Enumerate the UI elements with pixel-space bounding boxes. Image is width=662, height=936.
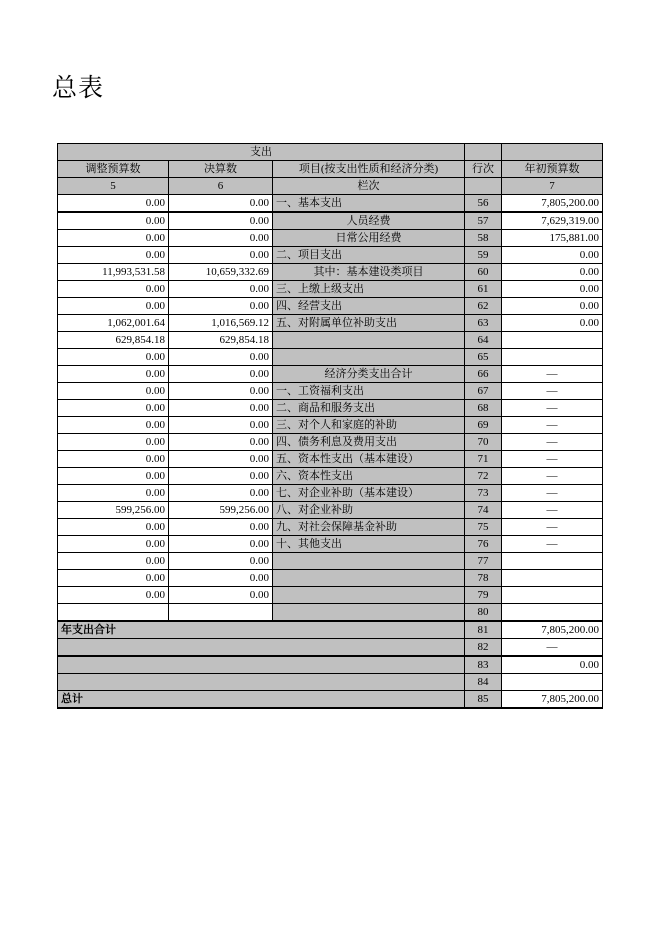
cell-adjusted-budget[interactable]: 0.00 [58, 468, 169, 485]
cell-line-number: 77 [465, 553, 502, 570]
cell-line-number: 74 [465, 502, 502, 519]
column-header-adjusted_budget: 调整预算数 [58, 161, 169, 178]
table-row [58, 417, 603, 434]
cell-item-name[interactable]: 其中：基本建设类项目 [273, 264, 465, 281]
column-number-line_no [465, 178, 502, 195]
cell-item-name[interactable] [273, 587, 465, 604]
cell-initial-budget[interactable] [502, 604, 603, 622]
cell-line-number: 59 [465, 247, 502, 264]
cell-final-account[interactable]: 0.00 [169, 400, 273, 417]
cell-adjusted-budget[interactable]: 0.00 [58, 195, 169, 213]
cell-adjusted-budget[interactable]: 0.00 [58, 434, 169, 451]
cell-summary-label [58, 656, 465, 674]
table-summary-row [58, 621, 603, 639]
table-row [58, 468, 603, 485]
cell-adjusted-budget[interactable]: 0.00 [58, 519, 169, 536]
table-row [58, 400, 603, 417]
column-header-line_no: 行次 [465, 161, 502, 178]
budget-expenditure-table [57, 143, 603, 709]
cell-adjusted-budget[interactable]: 0.00 [58, 587, 169, 604]
table-row [58, 502, 603, 519]
cell-summary-label: 年支出合计 [58, 621, 465, 639]
cell-line-number: 83 [465, 656, 502, 674]
cell-initial-budget[interactable]: 7,805,200.00 [502, 195, 603, 213]
table-row [58, 315, 603, 332]
cell-summary-label [58, 639, 465, 657]
cell-summary-label [58, 674, 465, 691]
cell-final-account[interactable]: 599,256.00 [169, 502, 273, 519]
cell-adjusted-budget[interactable]: 0.00 [58, 485, 169, 502]
column-number-item: 栏次 [273, 178, 465, 195]
cell-line-number: 69 [465, 417, 502, 434]
cell-initial-budget[interactable]: — [502, 417, 603, 434]
cell-adjusted-budget[interactable]: 1,062,001.64 [58, 315, 169, 332]
cell-initial-budget[interactable]: — [502, 468, 603, 485]
cell-initial-budget[interactable]: — [502, 502, 603, 519]
cell-item-name[interactable] [273, 332, 465, 349]
cell-item-name[interactable] [273, 604, 465, 622]
cell-adjusted-budget[interactable] [58, 604, 169, 622]
column-header-item: 项目(按支出性质和经济分类) [273, 161, 465, 178]
cell-line-number: 82 [465, 639, 502, 657]
cell-initial-budget[interactable]: — [502, 434, 603, 451]
cell-initial-budget[interactable] [502, 674, 603, 691]
cell-initial-budget[interactable]: — [502, 519, 603, 536]
cell-adjusted-budget[interactable]: 0.00 [58, 366, 169, 383]
column-header-initial_budget: 年初预算数 [502, 161, 603, 178]
cell-line-number: 72 [465, 468, 502, 485]
cell-item-name[interactable]: 四、经营支出 [273, 298, 465, 315]
table-row [58, 247, 603, 264]
cell-final-account[interactable]: 0.00 [169, 212, 273, 230]
cell-final-account[interactable]: 0.00 [169, 417, 273, 434]
cell-final-account[interactable]: 0.00 [169, 247, 273, 264]
cell-line-number: 71 [465, 451, 502, 468]
table-row [58, 383, 603, 400]
table-row [58, 281, 603, 298]
cell-final-account[interactable]: 1,016,569.12 [169, 315, 273, 332]
cell-item-name[interactable]: 二、商品和服务支出 [273, 400, 465, 417]
cell-line-number: 73 [465, 485, 502, 502]
cell-initial-budget[interactable]: — [502, 400, 603, 417]
cell-line-number: 58 [465, 230, 502, 247]
cell-final-account[interactable]: 0.00 [169, 485, 273, 502]
cell-final-account[interactable]: 0.00 [169, 570, 273, 587]
header-group-spacer-line [465, 144, 502, 161]
cell-adjusted-budget[interactable]: 599,256.00 [58, 502, 169, 519]
cell-adjusted-budget[interactable]: 0.00 [58, 417, 169, 434]
table-row [58, 570, 603, 587]
cell-adjusted-budget[interactable]: 11,993,531.58 [58, 264, 169, 281]
cell-final-account[interactable]: 10,659,332.69 [169, 264, 273, 281]
table-header-colno-row [58, 178, 603, 195]
table-row [58, 434, 603, 451]
cell-item-name[interactable]: 日常公用经费 [273, 230, 465, 247]
cell-line-number: 67 [465, 383, 502, 400]
table-summary-row [58, 656, 603, 674]
cell-line-number: 63 [465, 315, 502, 332]
header-group-expenditure: 支出 [58, 144, 465, 161]
spreadsheet-container [57, 143, 602, 709]
table-row [58, 230, 603, 247]
table-row [58, 587, 603, 604]
cell-item-name[interactable]: 八、对企业补助 [273, 502, 465, 519]
cell-item-name[interactable]: 一、工资福利支出 [273, 383, 465, 400]
cell-line-number: 57 [465, 212, 502, 230]
table-summary-row [58, 691, 603, 709]
header-group-spacer-begin [502, 144, 603, 161]
cell-initial-budget[interactable]: — [502, 536, 603, 553]
cell-initial-budget[interactable]: 0.00 [502, 281, 603, 298]
cell-item-name[interactable]: 十、其他支出 [273, 536, 465, 553]
cell-line-number: 85 [465, 691, 502, 709]
cell-final-account[interactable]: 0.00 [169, 298, 273, 315]
cell-adjusted-budget[interactable]: 0.00 [58, 212, 169, 230]
cell-final-account[interactable]: 0.00 [169, 230, 273, 247]
table-row [58, 519, 603, 536]
cell-adjusted-budget[interactable]: 0.00 [58, 451, 169, 468]
cell-adjusted-budget[interactable]: 0.00 [58, 247, 169, 264]
cell-final-account[interactable]: 0.00 [169, 195, 273, 213]
cell-initial-budget[interactable]: — [502, 485, 603, 502]
cell-item-name[interactable]: 三、对个人和家庭的补助 [273, 417, 465, 434]
cell-item-name[interactable]: 一、基本支出 [273, 195, 465, 213]
column-header-final_account: 决算数 [169, 161, 273, 178]
table-header-label-row [58, 161, 603, 178]
cell-line-number: 81 [465, 621, 502, 639]
cell-adjusted-budget[interactable]: 0.00 [58, 298, 169, 315]
cell-final-account[interactable]: 0.00 [169, 519, 273, 536]
cell-item-name[interactable]: 五、资本性支出（基本建设） [273, 451, 465, 468]
cell-final-account[interactable]: 0.00 [169, 383, 273, 400]
cell-line-number: 64 [465, 332, 502, 349]
cell-initial-budget[interactable]: 175,881.00 [502, 230, 603, 247]
cell-initial-budget[interactable] [502, 349, 603, 366]
table-row [58, 485, 603, 502]
cell-final-account[interactable]: 0.00 [169, 536, 273, 553]
column-number-adjusted_budget: 5 [58, 178, 169, 195]
cell-line-number: 68 [465, 400, 502, 417]
table-row [58, 604, 603, 622]
cell-line-number: 76 [465, 536, 502, 553]
cell-line-number: 80 [465, 604, 502, 622]
cell-item-name[interactable]: 二、项目支出 [273, 247, 465, 264]
cell-item-name[interactable]: 人员经费 [273, 212, 465, 230]
cell-line-number: 66 [465, 366, 502, 383]
cell-item-name[interactable] [273, 553, 465, 570]
cell-line-number: 84 [465, 674, 502, 691]
table-row [58, 264, 603, 281]
cell-final-account[interactable]: 0.00 [169, 451, 273, 468]
cell-line-number: 75 [465, 519, 502, 536]
cell-final-account[interactable]: 0.00 [169, 349, 273, 366]
cell-final-account[interactable]: 0.00 [169, 553, 273, 570]
cell-adjusted-budget[interactable]: 0.00 [58, 400, 169, 417]
cell-initial-budget[interactable]: 7,629,319.00 [502, 212, 603, 230]
cell-item-name[interactable]: 六、资本性支出 [273, 468, 465, 485]
cell-adjusted-budget[interactable]: 629,854.18 [58, 332, 169, 349]
cell-initial-budget[interactable] [502, 332, 603, 349]
cell-item-name[interactable]: 七、对企业补助（基本建设） [273, 485, 465, 502]
cell-initial-budget[interactable]: — [502, 366, 603, 383]
cell-initial-budget[interactable]: 0.00 [502, 247, 603, 264]
cell-item-name[interactable]: 三、上缴上级支出 [273, 281, 465, 298]
page-title: 总表 [52, 75, 105, 102]
cell-final-account[interactable]: 0.00 [169, 468, 273, 485]
cell-adjusted-budget[interactable]: 0.00 [58, 281, 169, 298]
cell-initial-budget[interactable]: 7,805,200.00 [502, 621, 603, 639]
table-row [58, 451, 603, 468]
table-summary-row [58, 674, 603, 691]
cell-initial-budget[interactable]: — [502, 383, 603, 400]
cell-item-name[interactable]: 经济分类支出合计 [273, 366, 465, 383]
table-row [58, 553, 603, 570]
cell-final-account[interactable]: 0.00 [169, 281, 273, 298]
table-row [58, 298, 603, 315]
column-number-final_account: 6 [169, 178, 273, 195]
cell-final-account[interactable]: 0.00 [169, 587, 273, 604]
table-summary-row [58, 639, 603, 657]
table-row [58, 349, 603, 366]
cell-adjusted-budget[interactable]: 0.00 [58, 349, 169, 366]
cell-adjusted-budget[interactable]: 0.00 [58, 553, 169, 570]
cell-adjusted-budget[interactable]: 0.00 [58, 230, 169, 247]
cell-initial-budget[interactable]: 0.00 [502, 298, 603, 315]
table-header-group-row [58, 144, 603, 161]
cell-initial-budget[interactable]: 7,805,200.00 [502, 691, 603, 709]
cell-line-number: 61 [465, 281, 502, 298]
cell-line-number: 70 [465, 434, 502, 451]
cell-initial-budget[interactable]: 0.00 [502, 656, 603, 674]
table-row [58, 536, 603, 553]
table-row [58, 195, 603, 213]
cell-adjusted-budget[interactable]: 0.00 [58, 570, 169, 587]
cell-line-number: 62 [465, 298, 502, 315]
cell-initial-budget[interactable]: — [502, 451, 603, 468]
cell-adjusted-budget[interactable]: 0.00 [58, 383, 169, 400]
cell-line-number: 56 [465, 195, 502, 213]
cell-summary-label: 总计 [58, 691, 465, 709]
cell-initial-budget[interactable]: — [502, 639, 603, 657]
cell-item-name[interactable] [273, 570, 465, 587]
cell-item-name[interactable] [273, 349, 465, 366]
cell-item-name[interactable]: 四、债务利息及费用支出 [273, 434, 465, 451]
cell-initial-budget[interactable] [502, 587, 603, 604]
table-row [58, 332, 603, 349]
cell-line-number: 79 [465, 587, 502, 604]
cell-initial-budget[interactable] [502, 570, 603, 587]
cell-final-account[interactable] [169, 604, 273, 622]
cell-final-account[interactable]: 629,854.18 [169, 332, 273, 349]
cell-initial-budget[interactable]: 0.00 [502, 264, 603, 281]
cell-final-account[interactable]: 0.00 [169, 366, 273, 383]
cell-item-name[interactable]: 九、对社会保障基金补助 [273, 519, 465, 536]
cell-line-number: 60 [465, 264, 502, 281]
table-row [58, 366, 603, 383]
cell-line-number: 78 [465, 570, 502, 587]
table-row [58, 212, 603, 230]
cell-final-account[interactable]: 0.00 [169, 434, 273, 451]
cell-initial-budget[interactable]: 0.00 [502, 315, 603, 332]
cell-item-name[interactable]: 五、对附属单位补助支出 [273, 315, 465, 332]
cell-line-number: 65 [465, 349, 502, 366]
column-number-initial_budget: 7 [502, 178, 603, 195]
cell-initial-budget[interactable] [502, 553, 603, 570]
cell-adjusted-budget[interactable]: 0.00 [58, 536, 169, 553]
